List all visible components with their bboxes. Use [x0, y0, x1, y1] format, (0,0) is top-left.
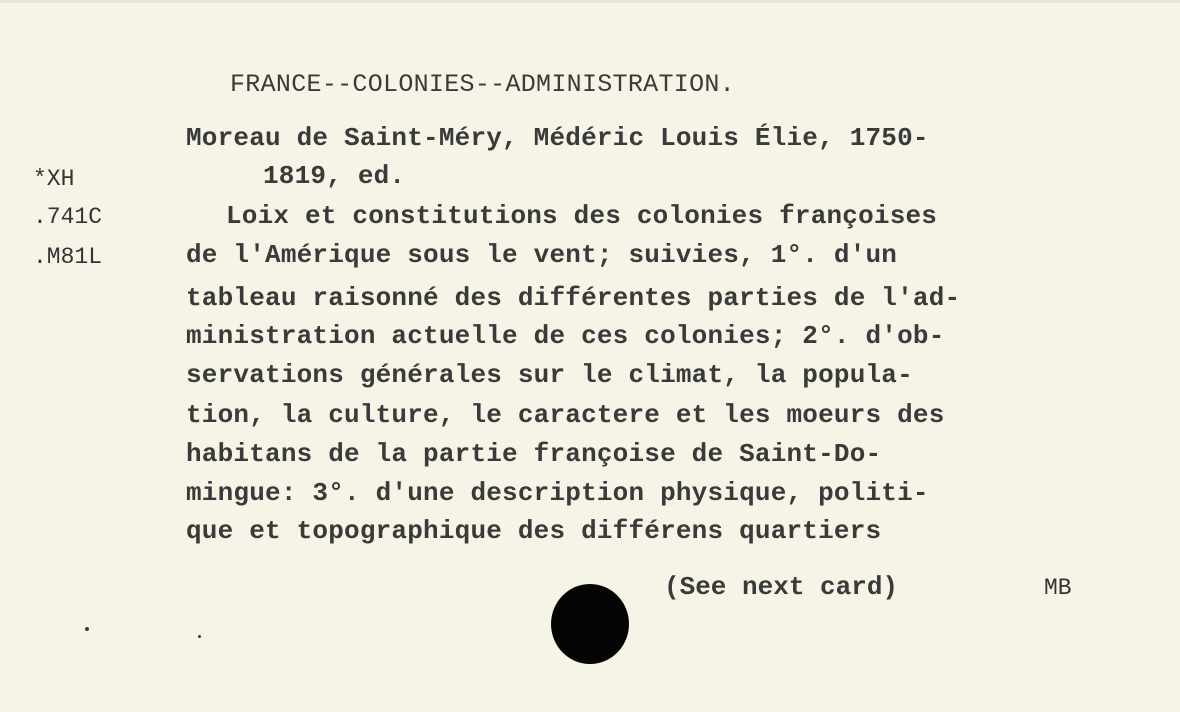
call-number-line-1: *XH [33, 166, 75, 192]
see-next-card-note: (See next card) [664, 572, 899, 602]
title-line-2: de l'Amérique sous le vent; suivies, 1°. d'un [186, 240, 898, 270]
author-line-1: Moreau de Saint-Méry, Médéric Louis Élie, 1750- [186, 123, 929, 153]
title-line-7: habitans de la partie françoise de Saint-Do- [186, 439, 882, 469]
title-line-1: Loix et constitutions des colonies françoises [226, 201, 938, 231]
call-number-line-3: .M81L [33, 244, 103, 270]
title-line-9: que et topographique des différens quartiers [186, 516, 882, 546]
ink-speck [198, 635, 201, 638]
cataloger-initials: MB [1044, 575, 1072, 601]
title-line-4: ministration actuelle de ces colonies; 2°. d'ob- [186, 321, 945, 351]
title-line-5: servations générales sur le climat, la popula- [186, 360, 913, 390]
title-line-3: tableau raisonné des différentes parties de l'ad- [186, 283, 961, 313]
title-line-8: mingue: 3°. d'une description physique, politi- [186, 478, 929, 508]
title-line-6: tion, la culture, le caractere et les moeurs des [186, 400, 945, 430]
punch-hole [551, 584, 629, 664]
author-line-2: 1819, ed. [263, 161, 406, 191]
ink-speck [85, 627, 89, 631]
card-edge [0, 0, 1180, 3]
call-number-line-2: .741C [33, 204, 103, 230]
subject-heading: FRANCE--COLONIES--ADMINISTRATION. [230, 70, 735, 99]
